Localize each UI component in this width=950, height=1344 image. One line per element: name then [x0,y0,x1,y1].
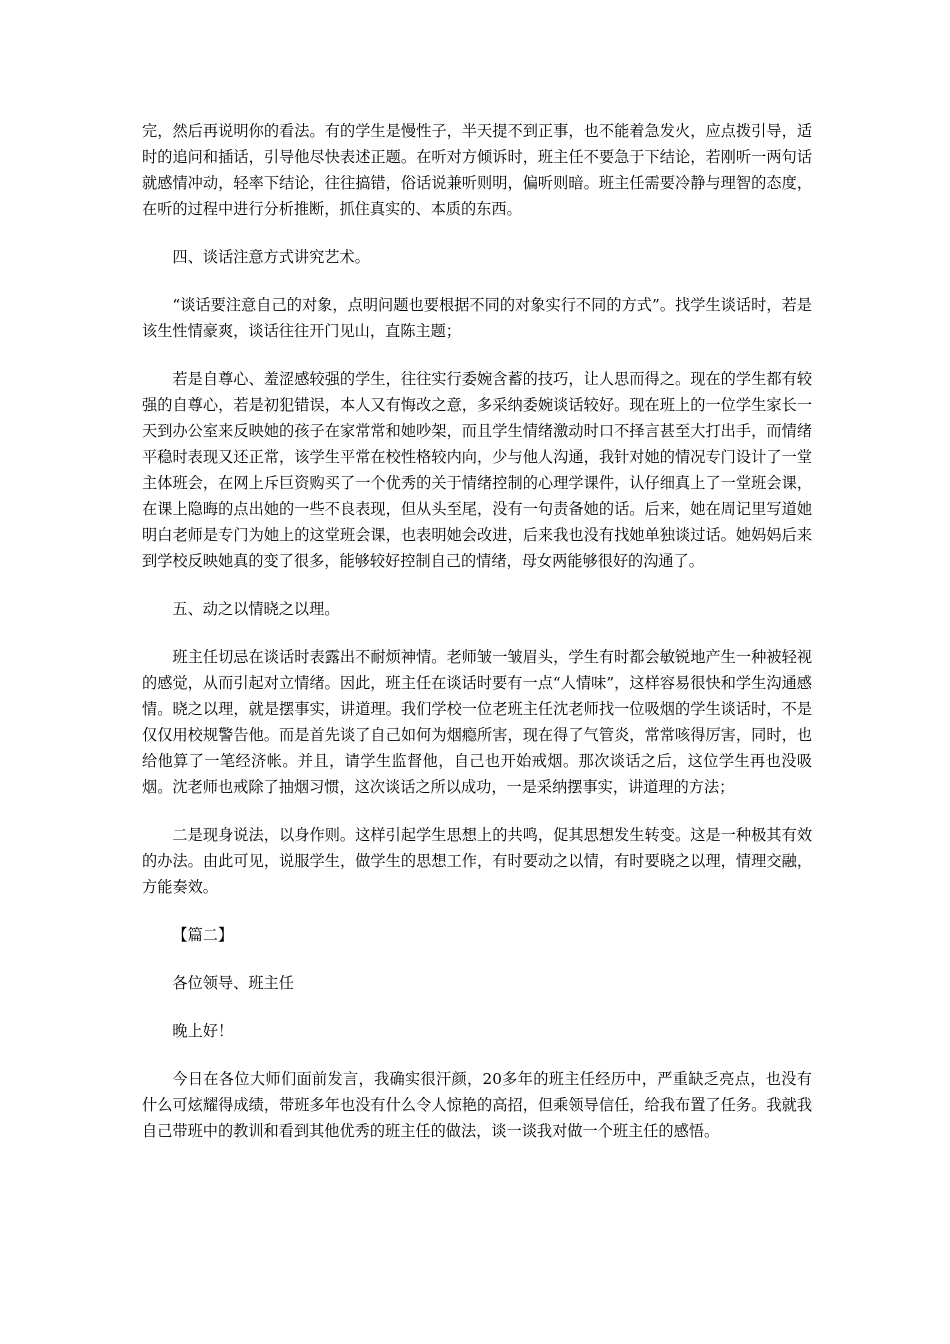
paragraph-intro: 今日在各位大师们面前发言，我确实很汗颜，20多年的班主任经历中，严重缺乏亮点，也没有什么可炫耀得成绩，带班多年也没有什么令人惊艳的高招，但乘领导信任，给我布置了任务。我就我自己带班中的教训和看到其他优秀的班主任的做法，谈一谈我对做一个班主任的感悟。 [142,1070,812,1140]
paragraph-example: 若是自尊心、羞涩感较强的学生，往往实行委婉含蓄的技巧，让人思而得之。现在的学生都有较强的自尊心，若是初犯错误，本人又有悔改之意，多采纳委婉谈话较好。现在班上的一位学生家长一天到办公室来反映她的孩子在家常常和她吵架，而且学生情绪激动时口不择言甚至大打出手，而情绪平稳时表现又还正常，该学生平常在校性格较内向，少与他人沟通，我针对她的情况专门设计了一堂主体班会，在网上斥巨资购买了一个优秀的关于情绪控制的心理学课件，认仔细真上了一堂班会课，在课上隐晦的点出她的一些不良表现，但从头至尾，没有一句责备她的话。后来，她在周记里写道她明白老师是专门为她上的这堂班会课，也表明她会改进，后来我也没有找她单独谈过话。她妈妈后来到学校反映她真的变了很多，能够较好控制自己的情绪，母女两能够很好的沟通了。 [142,370,812,570]
section-heading-5: 五、动之以情晓之以理。 [172,600,340,618]
part-heading: 【篇二】 [172,926,234,944]
section-heading-4: 四、谈话注意方式讲究艺术。 [172,248,370,266]
greeting: 晚上好！ [172,1022,234,1040]
paragraph-conclusion: 二是现身说法，以身作则。这样引起学生思想上的共鸣，促其思想发生转变。这是一种极其有效的办法。由此可见，说服学生，做学生的思想工作，有时要动之以情，有时要晓之以理，情理交融，方能奏效。 [142,826,812,896]
document-body [142,118,812,1166]
salutation: 各位领导、班主任 [172,974,294,992]
paragraph-quote: “谈话要注意自己的对象，点明问题也要根据不同的对象实行不同的方式”。找学生谈话时，若是该生性情豪爽，谈话往往开门见山，直陈主题； [142,296,812,340]
paragraph-continuation: 完，然后再说明你的看法。有的学生是慢性子，半天提不到正事，也不能着急发火，应点拨引导，适时的追问和插话，引导他尽快表述正题。在听对方倾诉时，班主任不要急于下结论，若刚听一两句话就感情冲动，轻率下结论，往往搞错，俗话说兼听则明，偏听则暗。班主任需要冷静与理智的态度，在听的过程中进行分析推断，抓住真实的、本质的东西。 [142,122,812,218]
paragraph-emotion: 班主任切忌在谈话时表露出不耐烦神情。老师皱一皱眉头，学生有时都会敏锐地产生一种被轻视的感觉，从而引起对立情绪。因此，班主任在谈话时要有一点“人情味”，这样容易很快和学生沟通感情。晓之以理，就是摆事实，讲道理。我们学校一位老班主任沈老师找一位吸烟的学生谈话时，不是仅仅用校规警告他。而是首先谈了自己如何为烟瘾所害，现在得了气管炎，常常咳得厉害，同时，也给他算了一笔经济帐。并且，请学生监督他，自己也开始戒烟。那次谈话之后，这位学生再也没吸烟。沈老师也戒除了抽烟习惯，这次谈话之所以成功，一是采纳摆事实，讲道理的方法； [142,648,812,796]
